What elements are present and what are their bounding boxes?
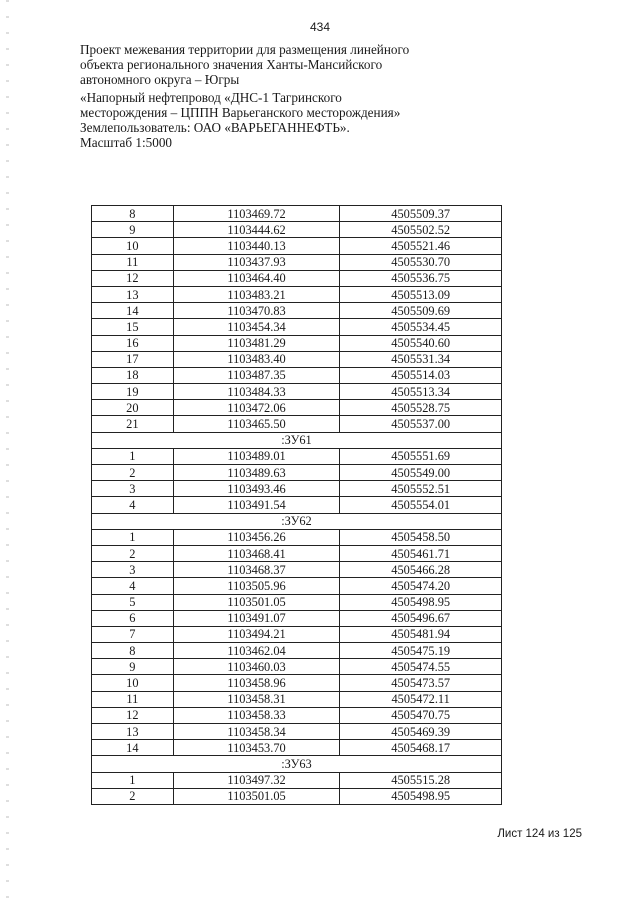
x-coordinate-cell: 1103458.34: [173, 724, 340, 740]
table-row: [92, 270, 502, 286]
section-row: [92, 756, 502, 772]
y-coordinate-cell: 4505531.34: [340, 351, 502, 367]
table-row: [92, 335, 502, 351]
point-number-cell: 8: [92, 206, 174, 222]
y-coordinate-cell: 4505513.34: [340, 384, 502, 400]
x-coordinate-cell: 1103464.40: [173, 270, 340, 286]
table-row: [92, 448, 502, 464]
table-row: [92, 691, 502, 707]
table-row: [92, 545, 502, 561]
table-row: [92, 400, 502, 416]
y-coordinate-cell: 4505552.51: [340, 481, 502, 497]
table-row: [92, 497, 502, 513]
table-row: [92, 319, 502, 335]
x-coordinate-cell: 1103468.41: [173, 545, 340, 561]
point-number-cell: 17: [92, 351, 174, 367]
y-coordinate-cell: 4505534.45: [340, 319, 502, 335]
x-coordinate-cell: 1103481.29: [173, 335, 340, 351]
y-coordinate-cell: 4505458.50: [340, 529, 502, 545]
point-number-cell: 12: [92, 707, 174, 723]
point-number-cell: 16: [92, 335, 174, 351]
x-coordinate-cell: 1103493.46: [173, 481, 340, 497]
table-row: [92, 659, 502, 675]
y-coordinate-cell: 4505470.75: [340, 707, 502, 723]
point-number-cell: 14: [92, 303, 174, 319]
table-row: [92, 384, 502, 400]
x-coordinate-cell: 1103458.31: [173, 691, 340, 707]
x-coordinate-cell: 1103456.26: [173, 529, 340, 545]
section-row: [92, 432, 502, 448]
y-coordinate-cell: 4505551.69: [340, 448, 502, 464]
table-row: [92, 481, 502, 497]
point-number-cell: 7: [92, 626, 174, 642]
y-coordinate-cell: 4505498.95: [340, 788, 502, 804]
point-number-cell: 11: [92, 254, 174, 270]
y-coordinate-cell: 4505481.94: [340, 626, 502, 642]
point-number-cell: 1: [92, 448, 174, 464]
point-number-cell: 8: [92, 643, 174, 659]
y-coordinate-cell: 4505472.11: [340, 691, 502, 707]
scale: Масштаб 1:5000: [80, 135, 173, 150]
x-coordinate-cell: 1103484.33: [173, 384, 340, 400]
y-coordinate-cell: 4505514.03: [340, 367, 502, 383]
y-coordinate-cell: 4505498.95: [340, 594, 502, 610]
point-number-cell: 3: [92, 481, 174, 497]
y-coordinate-cell: 4505502.52: [340, 222, 502, 238]
y-coordinate-cell: 4505549.00: [340, 465, 502, 481]
table-row: [92, 562, 502, 578]
section-label: :ЗУ63: [92, 756, 502, 772]
x-coordinate-cell: 1103444.62: [173, 222, 340, 238]
table-row: [92, 724, 502, 740]
land-user: Землепользователь: ОАО «ВАРЬЕГАННЕФТЬ».: [80, 120, 350, 135]
x-coordinate-cell: 1103501.05: [173, 594, 340, 610]
x-coordinate-cell: 1103483.40: [173, 351, 340, 367]
x-coordinate-cell: 1103501.05: [173, 788, 340, 804]
y-coordinate-cell: 4505521.46: [340, 238, 502, 254]
point-number-cell: 10: [92, 238, 174, 254]
document-header: [80, 42, 410, 150]
y-coordinate-cell: 4505509.69: [340, 303, 502, 319]
project-title: Проект межевания территории для размещения линейного объекта регионального значения Ханты-Мансийского автономного округа – Югры: [80, 42, 410, 87]
table-row: [92, 772, 502, 788]
table-row: [92, 675, 502, 691]
x-coordinate-cell: 1103454.34: [173, 319, 340, 335]
x-coordinate-cell: 1103483.21: [173, 286, 340, 302]
y-coordinate-cell: 4505466.28: [340, 562, 502, 578]
y-coordinate-cell: 4505537.00: [340, 416, 502, 432]
point-number-cell: 21: [92, 416, 174, 432]
y-coordinate-cell: 4505513.09: [340, 286, 502, 302]
point-number-cell: 19: [92, 384, 174, 400]
object-name: «Напорный нефтепровод «ДНС-1 Тагринского месторождения – ЦППН Варьеганского месторождения»: [80, 90, 401, 120]
point-number-cell: 9: [92, 659, 174, 675]
x-coordinate-cell: 1103469.72: [173, 206, 340, 222]
table-row: [92, 465, 502, 481]
table-row: [92, 238, 502, 254]
table-row: [92, 788, 502, 804]
table-row: [92, 578, 502, 594]
point-number-cell: 13: [92, 724, 174, 740]
x-coordinate-cell: 1103440.13: [173, 238, 340, 254]
table-row: [92, 626, 502, 642]
y-coordinate-cell: 4505515.28: [340, 772, 502, 788]
table-row: [92, 707, 502, 723]
y-coordinate-cell: 4505474.20: [340, 578, 502, 594]
table-row: [92, 303, 502, 319]
x-coordinate-cell: 1103491.07: [173, 610, 340, 626]
section-row: [92, 513, 502, 529]
table-row: [92, 643, 502, 659]
point-number-cell: 9: [92, 222, 174, 238]
point-number-cell: 11: [92, 691, 174, 707]
section-label: :ЗУ62: [92, 513, 502, 529]
coordinates-table-body: [92, 206, 502, 805]
table-row: [92, 286, 502, 302]
table-row: [92, 351, 502, 367]
x-coordinate-cell: 1103491.54: [173, 497, 340, 513]
point-number-cell: 15: [92, 319, 174, 335]
point-number-cell: 4: [92, 497, 174, 513]
x-coordinate-cell: 1103437.93: [173, 254, 340, 270]
point-number-cell: 6: [92, 610, 174, 626]
point-number-cell: 12: [92, 270, 174, 286]
point-number-cell: 13: [92, 286, 174, 302]
table-row: [92, 740, 502, 756]
x-coordinate-cell: 1103505.96: [173, 578, 340, 594]
y-coordinate-cell: 4505469.39: [340, 724, 502, 740]
point-number-cell: 14: [92, 740, 174, 756]
x-coordinate-cell: 1103494.21: [173, 626, 340, 642]
x-coordinate-cell: 1103465.50: [173, 416, 340, 432]
x-coordinate-cell: 1103460.03: [173, 659, 340, 675]
x-coordinate-cell: 1103470.83: [173, 303, 340, 319]
y-coordinate-cell: 4505473.57: [340, 675, 502, 691]
point-number-cell: 3: [92, 562, 174, 578]
x-coordinate-cell: 1103489.01: [173, 448, 340, 464]
y-coordinate-cell: 4505461.71: [340, 545, 502, 561]
table-row: [92, 529, 502, 545]
y-coordinate-cell: 4505536.75: [340, 270, 502, 286]
y-coordinate-cell: 4505468.17: [340, 740, 502, 756]
table-row: [92, 610, 502, 626]
x-coordinate-cell: 1103458.33: [173, 707, 340, 723]
table-row: [92, 254, 502, 270]
point-number-cell: 2: [92, 545, 174, 561]
point-number-cell: 2: [92, 788, 174, 804]
y-coordinate-cell: 4505496.67: [340, 610, 502, 626]
y-coordinate-cell: 4505530.70: [340, 254, 502, 270]
point-number-cell: 10: [92, 675, 174, 691]
point-number-cell: 1: [92, 529, 174, 545]
point-number-cell: 2: [92, 465, 174, 481]
x-coordinate-cell: 1103497.32: [173, 772, 340, 788]
sheet-counter: Лист 124 из 125: [497, 828, 582, 840]
y-coordinate-cell: 4505528.75: [340, 400, 502, 416]
table-row: [92, 206, 502, 222]
point-number-cell: 18: [92, 367, 174, 383]
page-number: 434: [309, 20, 331, 34]
point-number-cell: 5: [92, 594, 174, 610]
point-number-cell: 1: [92, 772, 174, 788]
table-row: [92, 594, 502, 610]
y-coordinate-cell: 4505540.60: [340, 335, 502, 351]
x-coordinate-cell: 1103472.06: [173, 400, 340, 416]
section-label: :ЗУ61: [92, 432, 502, 448]
y-coordinate-cell: 4505474.55: [340, 659, 502, 675]
x-coordinate-cell: 1103458.96: [173, 675, 340, 691]
x-coordinate-cell: 1103453.70: [173, 740, 340, 756]
x-coordinate-cell: 1103462.04: [173, 643, 340, 659]
y-coordinate-cell: 4505554.01: [340, 497, 502, 513]
point-number-cell: 4: [92, 578, 174, 594]
x-coordinate-cell: 1103468.37: [173, 562, 340, 578]
y-coordinate-cell: 4505509.37: [340, 206, 502, 222]
scan-edge-marks: [6, 0, 9, 905]
table-row: [92, 222, 502, 238]
y-coordinate-cell: 4505475.19: [340, 643, 502, 659]
point-number-cell: 20: [92, 400, 174, 416]
x-coordinate-cell: 1103487.35: [173, 367, 340, 383]
x-coordinate-cell: 1103489.63: [173, 465, 340, 481]
coordinates-table: [91, 205, 502, 805]
table-row: [92, 367, 502, 383]
table-row: [92, 416, 502, 432]
